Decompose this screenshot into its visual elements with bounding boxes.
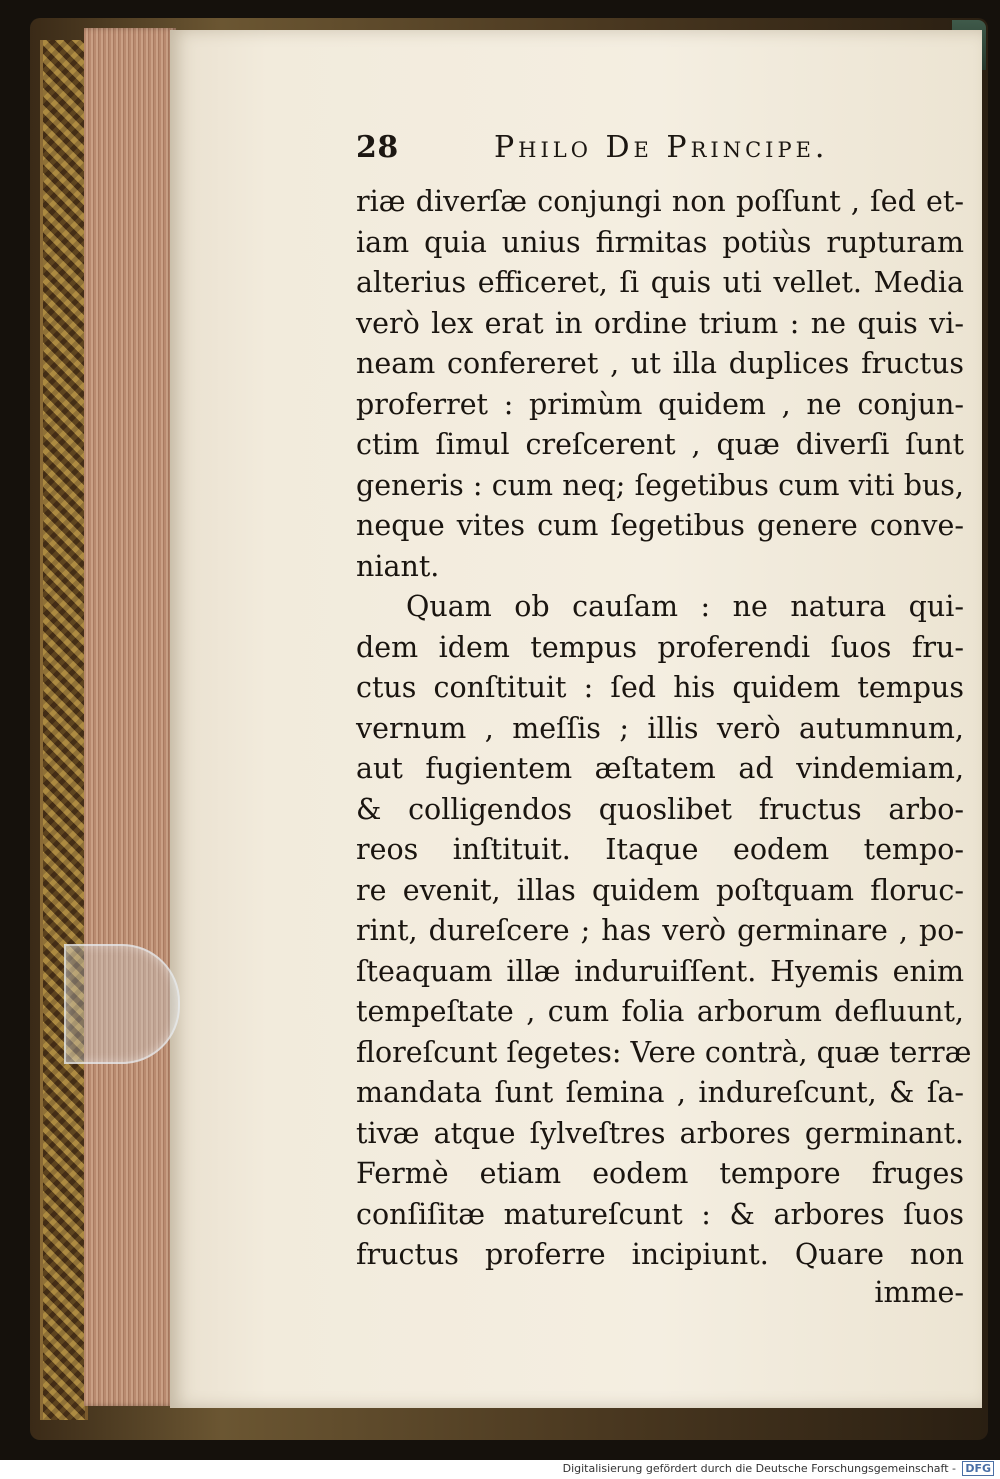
text-line: neam confereret , ut illa duplices fructus [356,347,964,380]
text-line: vernum , meſſis ; illis verò autumnum, [356,711,964,745]
text-line: Quam ob cauſam : ne natura qui- [406,590,964,623]
text-line: Fermè etiam eodem tempore fruges [356,1157,964,1190]
text-line: neque vites cum ſegetibus genere conve- [356,509,964,542]
text-line: tivæ atque ſylveſtres arbores germinant. [356,1116,964,1150]
text-line: ctim ſimul creſcerent , quæ diverſi ſunt [356,428,964,461]
dfg-logo-icon: DFG [962,1461,994,1476]
text-line: generis : cum neq; ſegetibus cum viti bus, [356,468,964,502]
text-line: reos inſtituit. Itaque eodem tempo- [356,833,964,866]
text-line: proferret : primùm quidem , ne conjun- [356,387,964,421]
text-line: niant. [356,549,440,583]
text-line: & colligendos quoslibet fructus arbo- [356,792,964,826]
text-line: re evenit, illas quidem poſtquam floruc- [356,873,964,907]
text-line: tempeſtate , cum folia arborum defluunt, [356,995,964,1028]
page-clip [64,944,180,1064]
page-header [356,126,966,172]
text-line: dem idem tempus proferendi ſuos fru- [356,630,964,664]
text-line: ſteaquam illæ induruiſſent. Hyemis enim [356,954,964,988]
text-line: alterius efficeret, ſi quis uti vellet. Media [356,266,964,299]
text-line: ctus conſtituit : ſed his quidem tempus [356,671,964,704]
running-title: Philo De Principe. [494,130,829,165]
body-text [356,182,972,1276]
page-number: 28 [356,130,399,165]
catchword: imme- [874,1276,964,1309]
text-line: iam quia unius firmitas potiùs rupturam [356,225,964,259]
text-line: rint, dureſcere ; has verò germinare , po- [356,914,964,947]
text-line: conſiſitæ matureſcunt : & arbores ſuos [356,1197,964,1231]
text-line: verò lex erat in ordine trium : ne quis vi- [356,306,964,340]
text-line: floreſcunt ſegetes: Vere contrà, quæ terræ [356,1035,972,1069]
page-edges [84,28,176,1406]
text-line: mandata ſunt ſemina , indureſcunt, & ſa- [356,1076,964,1109]
text-line: fructus proferre incipiunt. Quare non [356,1238,964,1271]
footer-credit: Digitalisierung gefördert durch die Deutsche Forschungsgemeinschaft - [562,1462,956,1475]
text-line: riæ diverſæ conjungi non poſſunt , ſed et- [356,185,964,218]
text-line: aut fugientem æſtatem ad vindemiam, [356,752,964,785]
gilt-tooled-spine-border [40,40,88,1420]
